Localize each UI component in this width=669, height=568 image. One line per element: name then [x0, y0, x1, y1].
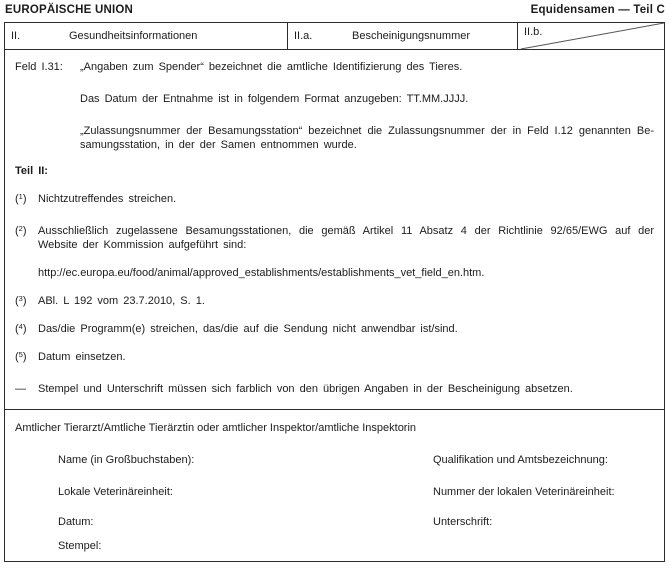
union-title: EUROPÄISCHE UNION [5, 4, 133, 16]
document-reference: Equidensamen — Teil C [530, 4, 665, 16]
stamp-signature-note [15, 382, 654, 396]
header-cell-health-info [5, 23, 288, 49]
paragraph-line: „Zulassungsnummer der Besamungsstation“ bezeichnet die Zulassungsnummer der in Feld I.12 genannten Be- [80, 125, 654, 137]
note-text: Stempel und Unterschrift müssen sich farblich von den übrigen Angaben in der Bescheinigung absetzen. [38, 383, 573, 395]
footnote-marker: ($^2$) [15, 224, 27, 237]
cell-code: II.a. [294, 30, 313, 42]
notes-section [5, 50, 664, 410]
signature-row-name [15, 453, 654, 467]
cell-code: II. [11, 30, 21, 42]
part-ii-heading: Teil II: [15, 165, 48, 177]
table-header-row [5, 23, 664, 50]
footnote-1 [15, 192, 654, 206]
certificate-table [4, 22, 665, 562]
name-field-label: Name (in Großbuchstaben): [58, 454, 195, 466]
footnote-marker: ($^5$) [15, 350, 27, 363]
signature-row-veterinary-unit [15, 485, 654, 499]
vet-unit-number-field-label: Nummer der lokalen Veterinäreinheit: [433, 486, 615, 498]
field-i31-paragraph-3 [80, 124, 654, 152]
local-vet-unit-field-label: Lokale Veterinäreinheit: [58, 486, 173, 498]
footnote-line: Website der Kommission aufgeführt sind: [38, 239, 247, 251]
paragraph-line: samungsstation, in der der Samen entnommen wurde. [80, 139, 357, 151]
dash-marker: — [15, 383, 26, 395]
footnote-text [38, 224, 654, 252]
field-i31-label: Feld I.31: [15, 61, 63, 73]
field-i31-note [15, 60, 654, 74]
footnote-3 [15, 294, 654, 308]
signature-title: Amtlicher Tierarzt/Amtliche Tierärztin oder amtlicher Inspektor/amtliche Inspektorin [15, 422, 417, 434]
qualification-field-label: Qualifikation und Amtsbezeichnung: [433, 454, 608, 466]
cell-code: II.b. [524, 26, 543, 38]
footnote-text: ABl. L 192 vom 23.7.2010, S. 1. [38, 295, 205, 307]
page-header [5, 3, 665, 17]
footnote-5 [15, 350, 654, 364]
header-cell-iib [518, 23, 664, 49]
diagonal-strike-line [518, 23, 664, 49]
field-i31-paragraph-2: Das Datum der Entnahme ist in folgendem Format anzugeben: TT.MM.JJJJ. [80, 93, 469, 105]
footnote-text: Nichtzutreffendes streichen. [38, 193, 177, 205]
cell-label: Gesundheitsinformationen [69, 30, 198, 42]
footnote-2-url-row [15, 266, 654, 280]
signature-section [5, 410, 664, 561]
header-cell-certificate-number [288, 23, 518, 49]
footnote-text: Das/die Programm(e) streichen, das/die auf die Sendung nicht anwendbar ist/sind. [38, 323, 458, 335]
field-i31-paragraph-1: „Angaben zum Spender“ bezeichnet die amtliche Identifizierung des Tieres. [80, 61, 463, 73]
footnote-marker: ($^3$) [15, 294, 27, 307]
stamp-field-label: Stempel: [58, 540, 102, 552]
field-i31-paragraph-3-row [15, 124, 654, 152]
footnote-4 [15, 322, 654, 336]
footnote-line: Ausschließlich zugelassene Besamungsstationen, die gemäß Artikel 11 Absatz 4 der Richtlinie 92/65/EWG auf der [38, 225, 654, 237]
signature-field-label: Unterschrift: [433, 516, 493, 528]
commission-website-url: http://ec.europa.eu/food/animal/approved_establishments/establishments_vet_field_en.htm. [38, 267, 485, 279]
signature-row-date [15, 515, 654, 529]
footnote-text: Datum einsetzen. [38, 351, 126, 363]
footnote-marker: ($^1$) [15, 192, 27, 205]
footnote-marker: ($^4$) [15, 322, 27, 335]
field-i31-paragraph-2-row [15, 92, 654, 106]
date-field-label: Datum: [58, 516, 94, 528]
signature-row-stamp [15, 539, 654, 553]
footnote-2 [15, 224, 654, 252]
cell-label: Bescheinigungsnummer [352, 30, 471, 42]
